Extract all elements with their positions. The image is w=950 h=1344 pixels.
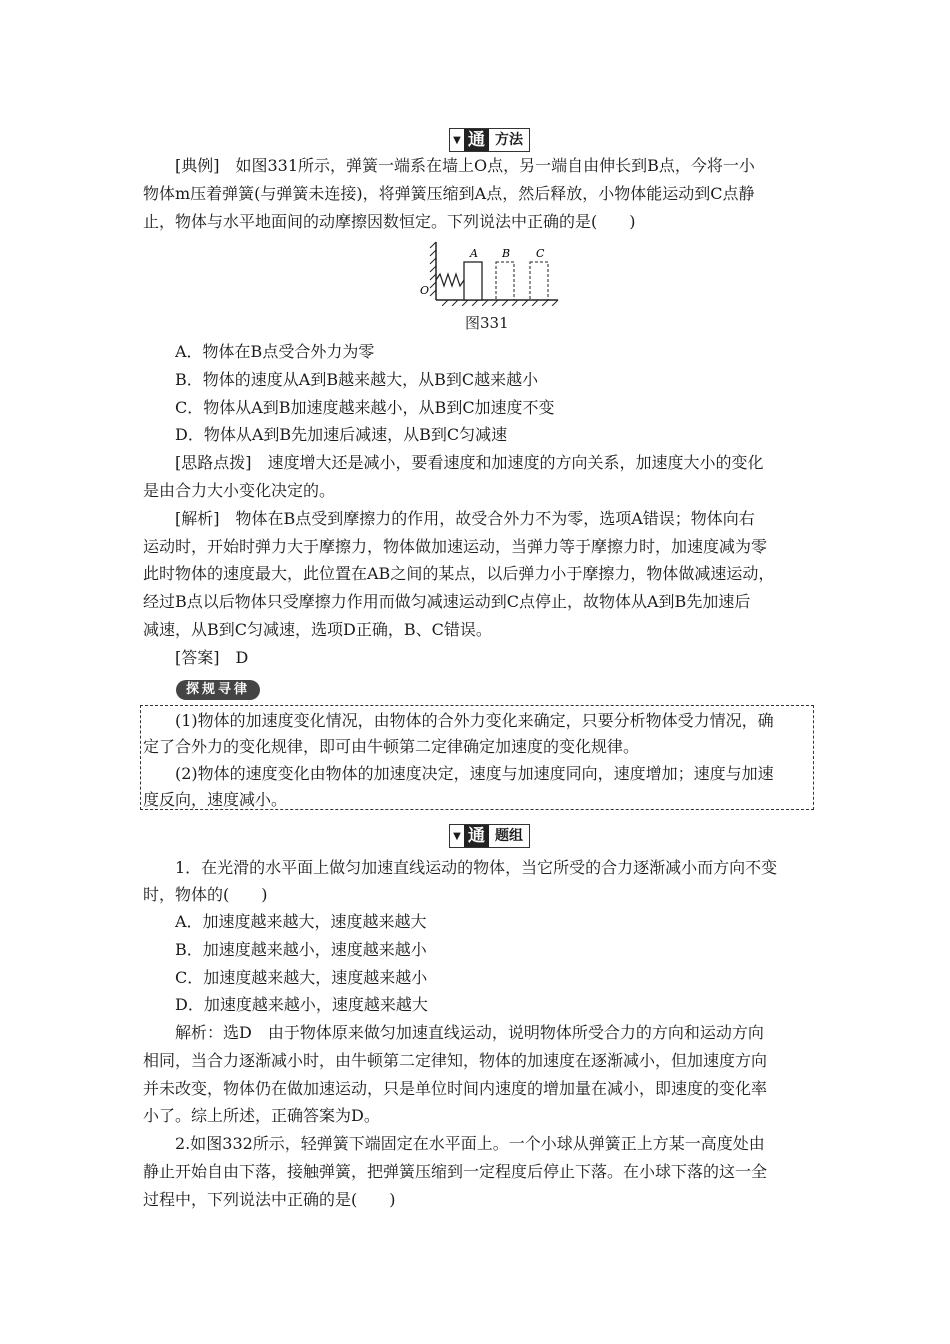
- example-line: [典例] 如图331所示，弹簧一端系在墙上O点，另一端自由伸长到B点，今将一小: [175, 156, 755, 175]
- wall-hatch: [430, 242, 436, 296]
- label-b: B: [502, 247, 511, 260]
- triangle-icon: ▼: [453, 830, 461, 842]
- example-line: 物体m压着弹簧(与弹簧未连接)，将弹簧压缩到A点，然后释放，小物体能运动到C点静: [143, 184, 755, 203]
- answer-line: [答案] D: [175, 648, 249, 667]
- example-line: 止，物体与水平地面间的动摩擦因数恒定。下列说法中正确的是( ): [143, 212, 636, 231]
- analysis-line: 经过B点以后物体只受摩擦力作用而做匀减速运动到C点停止，故物体从A到B先加速后: [143, 592, 751, 611]
- q1-solution-line: 并未改变，物体仍在做加速运动，只是单位时间内速度的增加量在减小，即速度的变化率: [143, 1079, 768, 1098]
- rule-line: (1)物体的加速度变化情况，由物体的合外力变化来确定，只要分析物体受力情况，确: [175, 711, 774, 730]
- spring-icon: [436, 274, 464, 286]
- rule-badge: 探规寻律: [176, 680, 260, 700]
- ground-hatch: [442, 300, 558, 306]
- q2-line: 2.如图332所示，轻弹簧下端固定在水平面上。一个小球从弹簧正上方某一高度处由: [175, 1134, 765, 1153]
- badge-big-char: 通: [464, 129, 489, 151]
- analysis-line: [解析] 物体在B点受到摩擦力的作用，故受合外力不为零，选项A错误；物体向右: [175, 509, 755, 528]
- analysis-line: 此时物体的速度最大，此位置在AB之间的某点，以后弹力小于摩擦力，物体做减速运动，: [143, 564, 775, 583]
- q1-solution-line: 相同，当合力逐渐减小时，由牛顿第二定律知，物体的加速度在逐渐减小，但加速度方向: [143, 1051, 768, 1070]
- section-badge-problems: [449, 824, 530, 848]
- q1-line: 1．在光滑的水平面上做匀加速直线运动的物体，当它所受的合力逐渐减小而方向不变: [175, 858, 778, 877]
- q2-line: 静止开始自由下落，接触弹簧，把弹簧压缩到一定程度后停止下落。在小球下落的这一全: [143, 1162, 768, 1181]
- rule-line: (2)物体的速度变化由物体的加速度决定，速度与加速度同向，速度增加；速度与加速: [175, 764, 774, 783]
- analysis-line: 运动时，开始时弹力大于摩擦力，物体做加速运动，当弹力等于摩擦力时，加速度减为零: [143, 537, 768, 556]
- block-b-dashed: [496, 262, 514, 300]
- rule-line: 定了合外力的变化规律，即可由牛顿第二定律确定加速度的变化规律。: [143, 737, 640, 756]
- badge-text: 方法: [495, 132, 523, 148]
- badge-text: 题组: [495, 828, 523, 844]
- q1-solution-line: 小了。综上所述，正确答案为D。: [143, 1106, 380, 1125]
- q1-option-d: D．加速度越来越小，速度越来越大: [175, 995, 428, 1014]
- label-c: C: [536, 247, 545, 260]
- hint-line: [思路点拨] 速度增大还是减小，要看速度和加速度的方向关系，加速度大小的变化: [175, 453, 764, 472]
- section-badge-method: [449, 128, 530, 152]
- q1-solution-line: 解析：选D 由于物体原来做匀加速直线运动，说明物体所受合力的方向和运动方向: [175, 1023, 764, 1042]
- option-b: B．物体的速度从A到B越来越大，从B到C越来越小: [175, 370, 539, 389]
- option-a: A．物体在B点受合外力为零: [175, 342, 375, 361]
- block-c-dashed: [530, 262, 548, 300]
- q1-option-c: C．加速度越来越大，速度越来越小: [175, 968, 428, 987]
- hint-line: 是由合力大小变化决定的。: [143, 481, 336, 500]
- q2-line: 过程中，下列说法中正确的是( ): [143, 1190, 396, 1209]
- spring-block-figure: [418, 240, 563, 306]
- q1-line: 时，物体的( ): [143, 885, 268, 904]
- badge-big-char: 通: [464, 825, 489, 847]
- label-o: O: [420, 284, 430, 297]
- analysis-line: 减速，从B到C匀减速，选项D正确，B、C错误。: [143, 620, 492, 639]
- option-d: D．物体从A到B先加速后减速，从B到C匀减速: [175, 425, 508, 444]
- rule-line: 度反向，速度减小。: [143, 790, 288, 809]
- label-a: A: [470, 247, 478, 260]
- triangle-icon: ▼: [453, 134, 461, 146]
- block-a: [464, 262, 482, 300]
- q1-option-a: A．加速度越来越大，速度越来越大: [175, 912, 427, 931]
- option-c: C．物体从A到B加速度越来越小，从B到C加速度不变: [175, 398, 555, 417]
- figure-caption: 图331: [465, 314, 509, 332]
- q1-option-b: B．加速度越来越小，速度越来越小: [175, 940, 427, 959]
